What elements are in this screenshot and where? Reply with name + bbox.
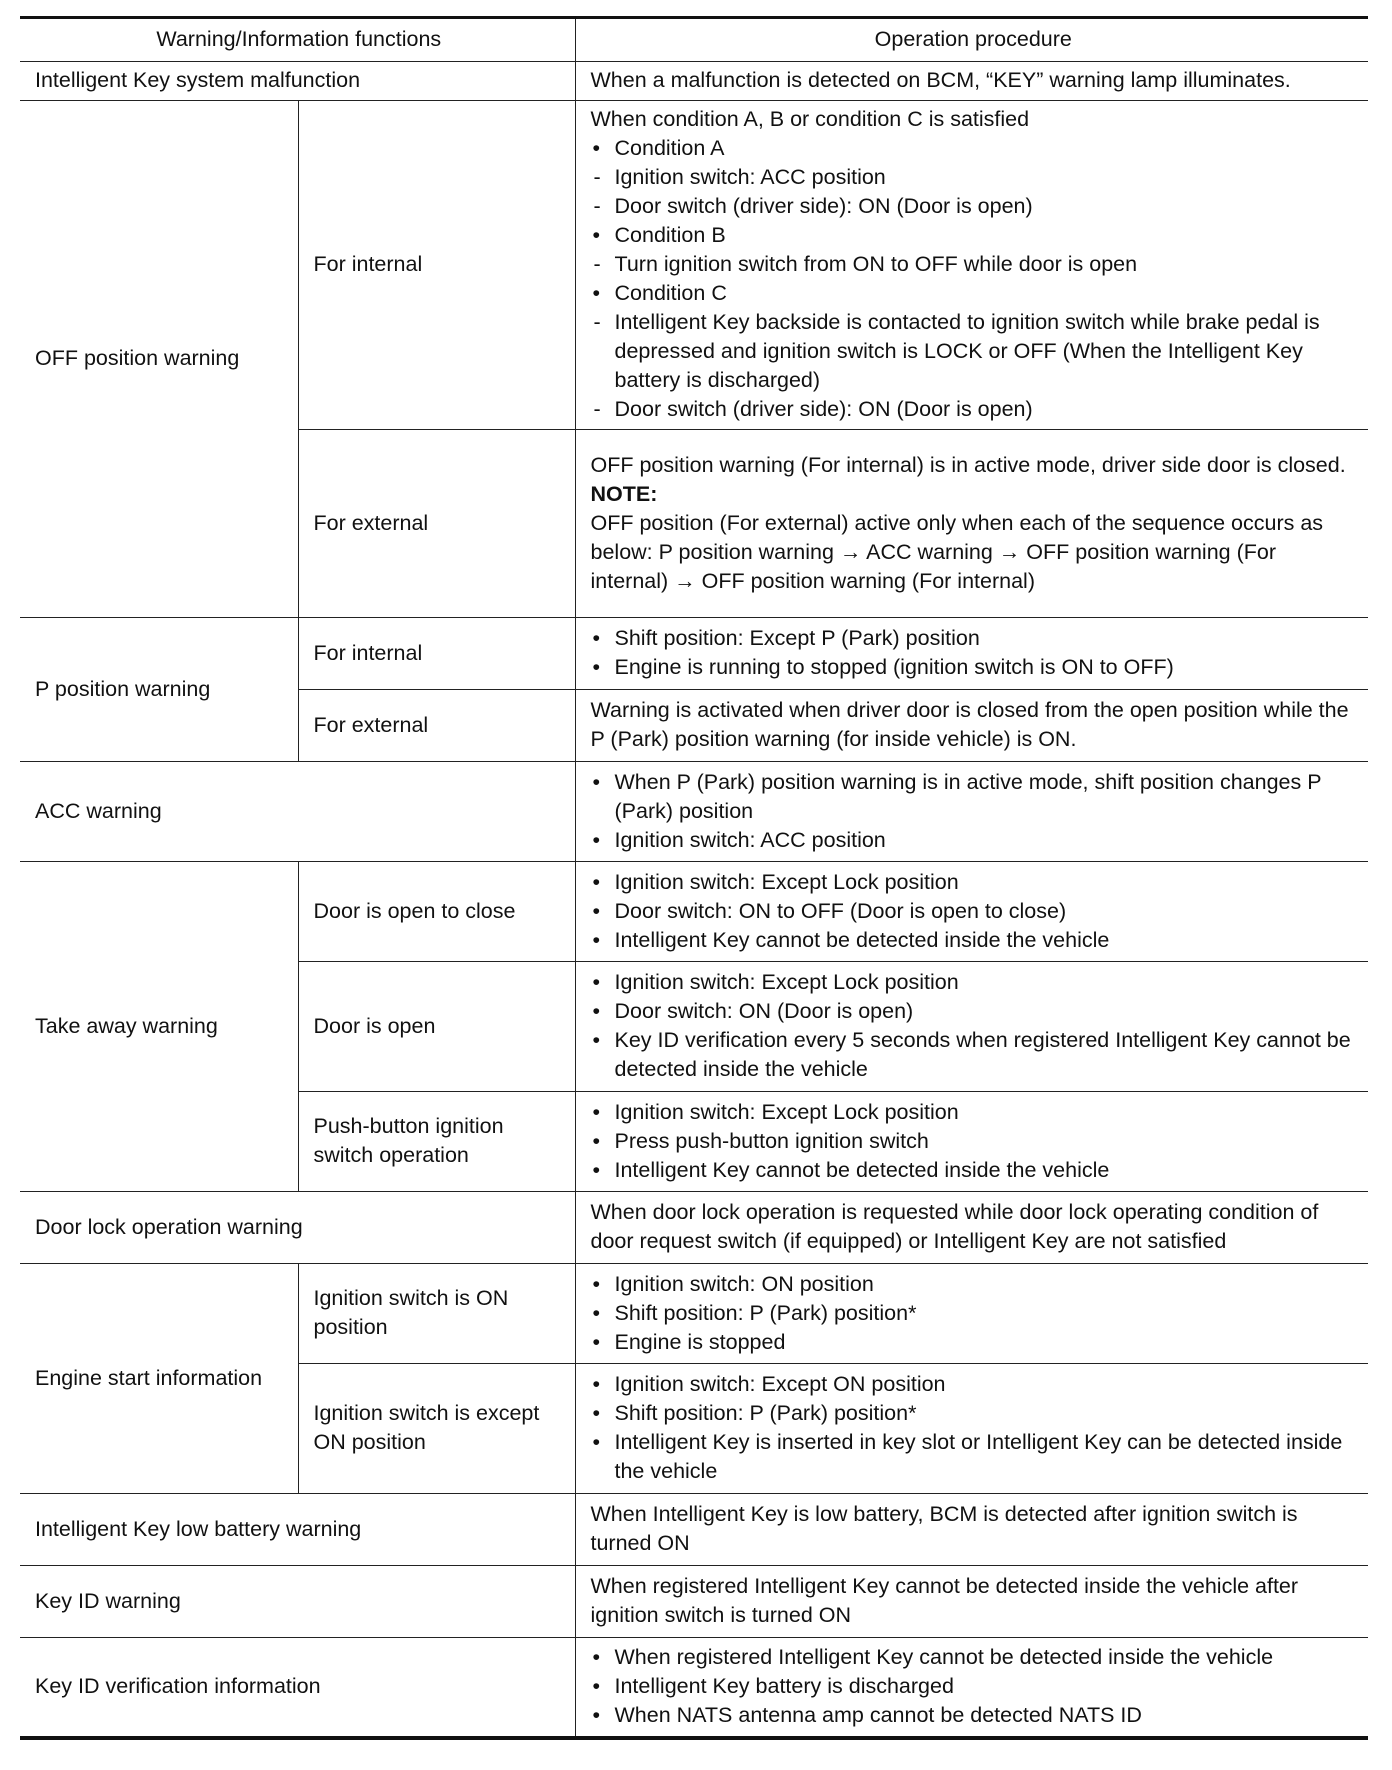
procedure-cell: When door lock operation is requested while door lock operating condition of door request switch (if equipped) or Intelligent Key are not satisfied xyxy=(575,1192,1368,1264)
list-item: • Ignition switch: Except Lock position xyxy=(591,868,1357,897)
condition-list xyxy=(591,768,1357,855)
subfunction-cell: Push-button ignition switch operation xyxy=(298,1092,575,1192)
function-cell: Key ID warning xyxy=(20,1566,575,1638)
list-item: • Intelligent Key battery is discharged xyxy=(591,1672,1357,1701)
function-cell: Key ID verification information xyxy=(20,1638,575,1738)
procedure-cell: Warning is activated when driver door is closed from the open position while the P (Park) position warning (for inside vehicle) is ON. xyxy=(575,690,1368,762)
list-item: • Condition A xyxy=(591,134,1357,163)
list-item: • Ignition switch: Except ON position xyxy=(591,1370,1357,1399)
list-item: • Shift position: P (Park) position* xyxy=(591,1399,1357,1428)
function-cell: Intelligent Key system malfunction xyxy=(20,62,575,101)
condition-list xyxy=(591,1270,1357,1357)
function-cell: Engine start information xyxy=(20,1264,298,1494)
procedure-cell xyxy=(575,862,1368,962)
list-item: • Ignition switch: Except Lock position xyxy=(591,968,1357,997)
procedure-cell xyxy=(575,1264,1368,1364)
table-row xyxy=(20,762,1368,862)
list-item: - Intelligent Key backside is contacted to ignition switch while brake pedal is depressed and ignition switch is LOCK or OFF (When the Intelligent Key battery is discharged) xyxy=(591,308,1357,395)
table-row xyxy=(20,1192,1368,1264)
list-item: - Door switch (driver side): ON (Door is open) xyxy=(591,192,1357,221)
table-header-row xyxy=(20,18,1368,62)
procedure-cell xyxy=(575,962,1368,1092)
note-text: OFF position (For external) active only when each of the sequence occurs as below: P position warning → ACC warning → OFF position warning (For internal) → OFF position warning (For internal) xyxy=(590,510,1324,593)
function-cell: Door lock operation warning xyxy=(20,1192,575,1264)
list-item: • When P (Park) position warning is in active mode, shift position changes P (Park) position xyxy=(591,768,1357,826)
list-item: - Ignition switch: ACC position xyxy=(591,163,1357,192)
list-item: • Ignition switch: ON position xyxy=(591,1270,1357,1299)
subfunction-cell: Ignition switch is ON position xyxy=(298,1264,575,1364)
list-item: • Engine is stopped xyxy=(591,1328,1357,1357)
list-item: • Intelligent Key cannot be detected inside the vehicle xyxy=(591,1156,1357,1185)
procedure-cell xyxy=(575,1092,1368,1192)
condition-list xyxy=(591,624,1357,682)
table-row xyxy=(20,1264,1368,1364)
header-functions: Warning/Information functions xyxy=(20,18,575,62)
table-row xyxy=(20,1638,1368,1738)
list-item: • Door switch: ON to OFF (Door is open to close) xyxy=(591,897,1357,926)
list-item: • When NATS antenna amp cannot be detected NATS ID xyxy=(591,1701,1357,1730)
table-row xyxy=(20,101,1368,430)
function-cell: P position warning xyxy=(20,618,298,762)
condition-list xyxy=(591,1370,1357,1486)
condition-list xyxy=(591,1098,1357,1185)
subfunction-cell: Door is open to close xyxy=(298,862,575,962)
procedure-cell xyxy=(575,430,1368,618)
list-item: • Intelligent Key cannot be detected inside the vehicle xyxy=(591,926,1357,955)
note-label: NOTE: xyxy=(590,481,658,506)
procedure-cell xyxy=(575,618,1368,690)
header-procedure: Operation procedure xyxy=(575,18,1368,62)
list-item: • Door switch: ON (Door is open) xyxy=(591,997,1357,1026)
function-cell: Intelligent Key low battery warning xyxy=(20,1494,575,1566)
warning-functions-document xyxy=(20,16,1368,1740)
list-item: • Ignition switch: ACC position xyxy=(591,826,1357,855)
subfunction-cell: For external xyxy=(298,430,575,618)
procedure-cell: When registered Intelligent Key cannot be detected inside the vehicle after ignition switch is turned ON xyxy=(575,1566,1368,1638)
condition-list xyxy=(591,968,1357,1084)
table-row xyxy=(20,1494,1368,1566)
list-item: • Key ID verification every 5 seconds when registered Intelligent Key cannot be detected inside the vehicle xyxy=(591,1026,1357,1084)
list-item: - Turn ignition switch from ON to OFF while door is open xyxy=(591,250,1357,279)
procedure-cell: When a malfunction is detected on BCM, “KEY” warning lamp illuminates. xyxy=(575,62,1368,101)
procedure-intro: When condition A, B or condition C is satisfied xyxy=(590,107,1030,131)
subfunction-cell: For internal xyxy=(298,618,575,690)
table-row xyxy=(20,618,1368,690)
list-item: • Intelligent Key is inserted in key slot or Intelligent Key can be detected inside the vehicle xyxy=(591,1428,1357,1486)
subfunction-cell: Ignition switch is except ON position xyxy=(298,1364,575,1494)
subfunction-cell: For internal xyxy=(298,101,575,430)
list-item: • Shift position: P (Park) position* xyxy=(591,1299,1357,1328)
list-item: • Condition B xyxy=(591,221,1357,250)
list-item: • Shift position: Except P (Park) position xyxy=(591,624,1357,653)
table-row xyxy=(20,862,1368,962)
list-item: - Door switch (driver side): ON (Door is open) xyxy=(591,395,1357,424)
function-cell: OFF position warning xyxy=(20,101,298,618)
procedure-cell xyxy=(575,1638,1368,1738)
subfunction-cell: Door is open xyxy=(298,962,575,1092)
list-item: • Ignition switch: Except Lock position xyxy=(591,1098,1357,1127)
procedure-cell xyxy=(575,762,1368,862)
list-item: • When registered Intelligent Key cannot be detected inside the vehicle xyxy=(591,1643,1357,1672)
procedure-cell xyxy=(575,101,1368,430)
list-item: • Press push-button ignition switch xyxy=(591,1127,1357,1156)
function-cell: ACC warning xyxy=(20,762,575,862)
condition-list xyxy=(591,868,1357,955)
subfunction-cell: For external xyxy=(298,690,575,762)
condition-list xyxy=(591,1643,1357,1730)
procedure-cell: When Intelligent Key is low battery, BCM is detected after ignition switch is turned ON xyxy=(575,1494,1368,1566)
condition-list xyxy=(591,134,1357,424)
procedure-text: OFF position warning (For internal) is in active mode, driver side door is closed. xyxy=(590,452,1346,477)
list-item: • Engine is running to stopped (ignition switch is ON to OFF) xyxy=(591,653,1357,682)
table-row xyxy=(20,62,1368,101)
table-row xyxy=(20,1566,1368,1638)
list-item: • Condition C xyxy=(591,279,1357,308)
function-cell: Take away warning xyxy=(20,862,298,1192)
warning-functions-table xyxy=(20,16,1368,1740)
procedure-cell xyxy=(575,1364,1368,1494)
